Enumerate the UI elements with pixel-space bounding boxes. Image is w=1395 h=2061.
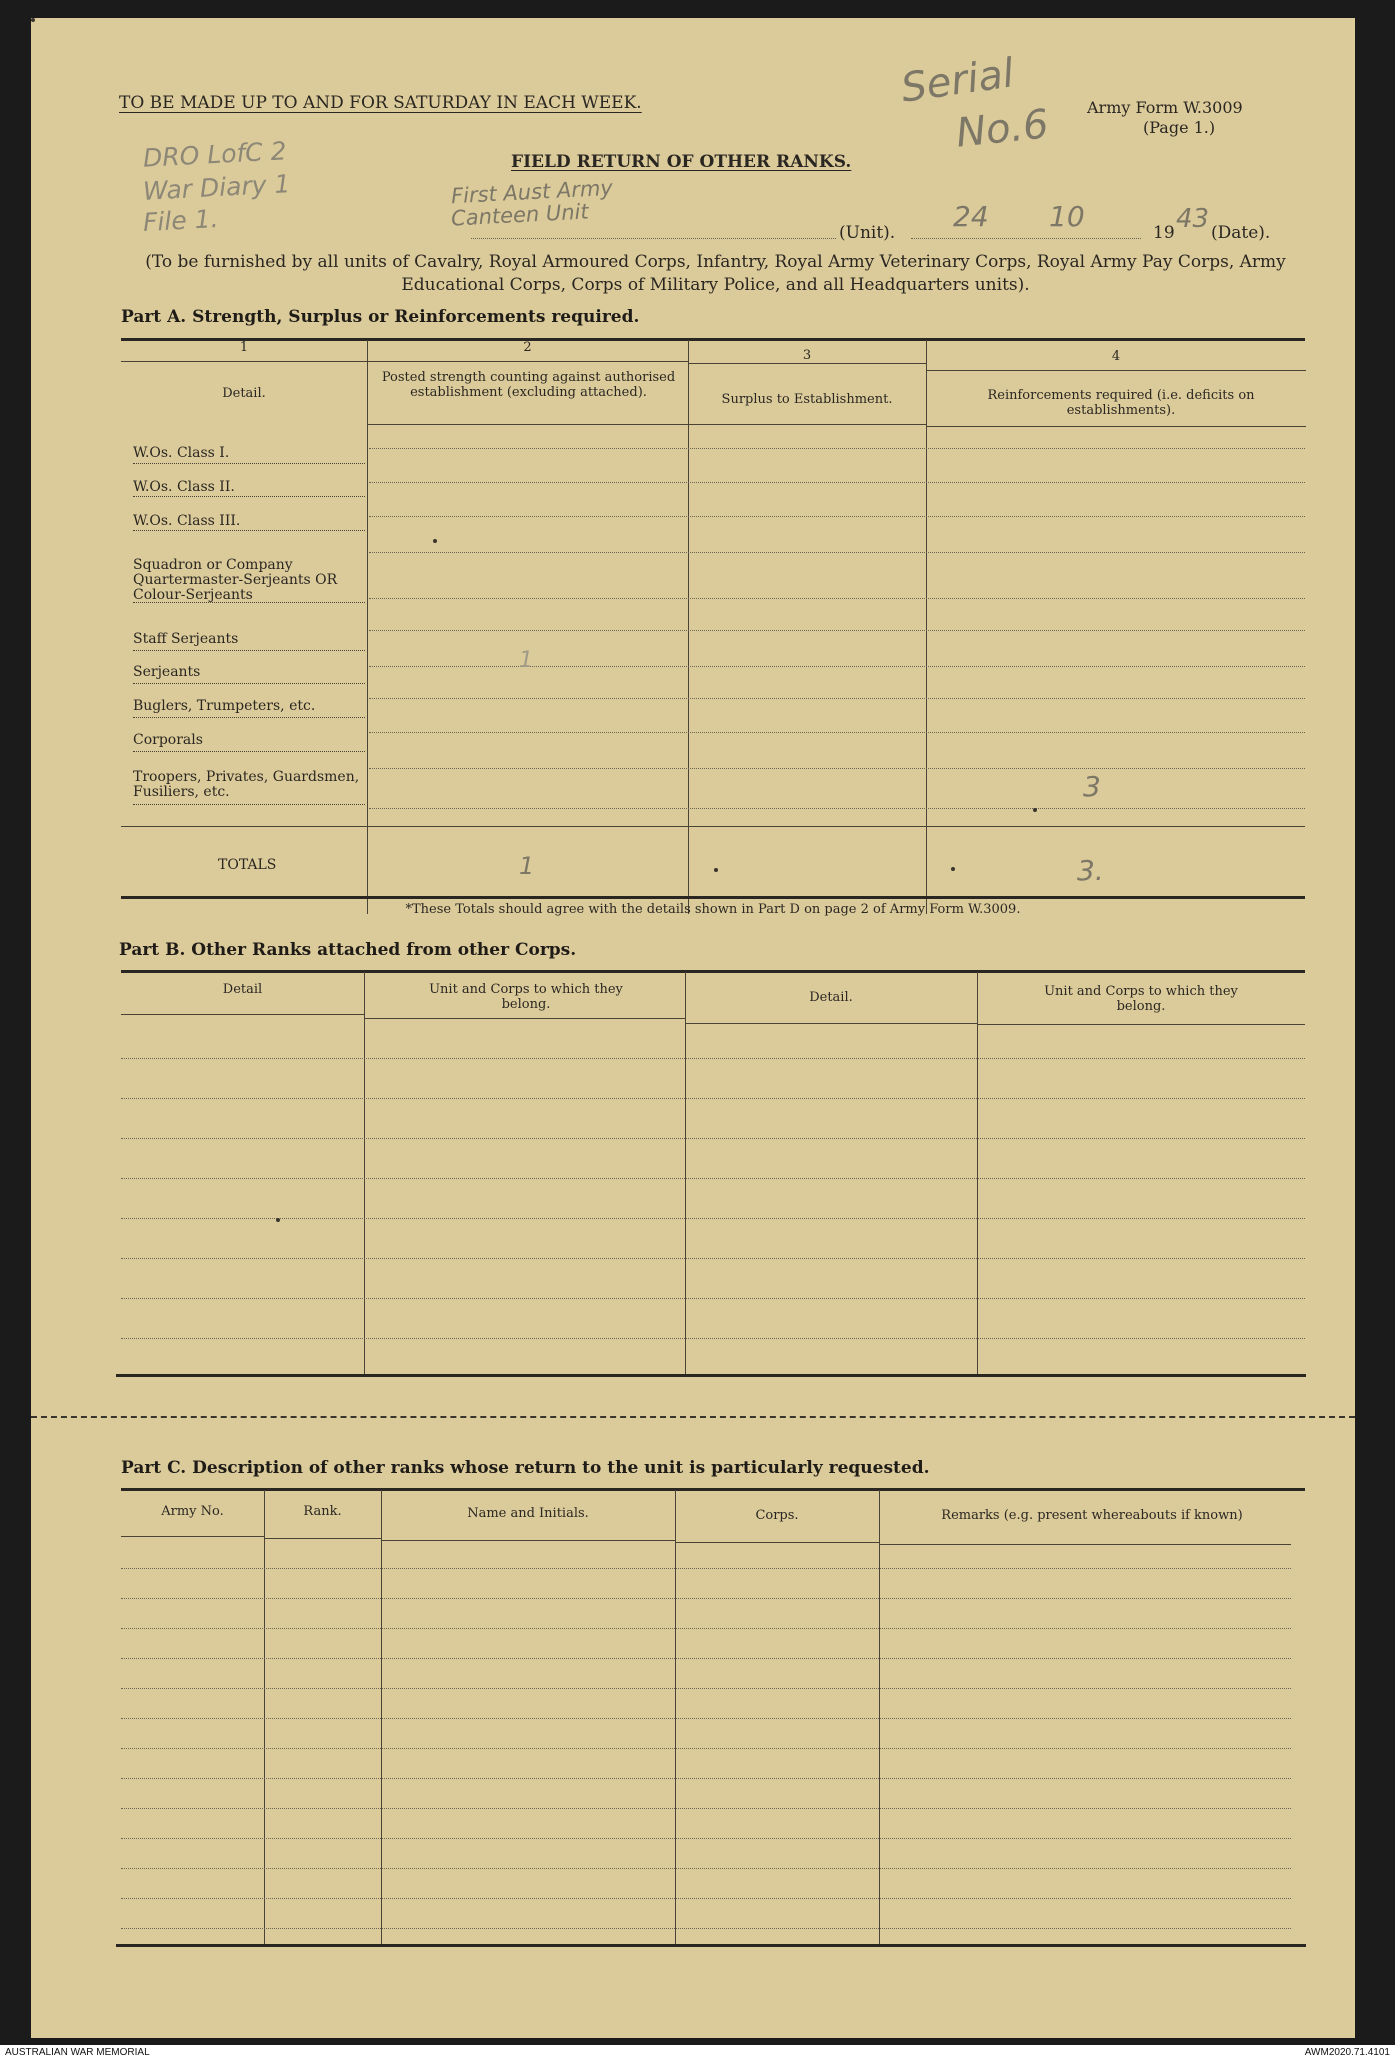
part-a-head-detail: Detail. <box>222 386 266 401</box>
part-a-col-divider-2 <box>688 340 689 914</box>
date-day-handwritten: 24 <box>953 200 989 233</box>
part-b-row-rule <box>121 1058 1305 1059</box>
part-a-row-label: W.Os. Class II. <box>133 479 235 495</box>
part-a-grid-rule <box>369 768 1305 769</box>
part-c-head-remarks: Remarks (e.g. present whereabouts if known) <box>941 1508 1243 1523</box>
part-a-head-bottom-col3 <box>688 424 926 425</box>
part-a-grid-rule <box>369 698 1305 699</box>
archive-label: AUSTRALIAN WAR MEMORIAL <box>5 2047 150 2058</box>
unit-dotted-line <box>471 238 836 239</box>
part-a-grid-rule <box>369 516 1305 517</box>
serial-number-handwritten: No.6 <box>953 101 1051 157</box>
year-handwritten: 43 <box>1176 204 1210 234</box>
part-c-row-rule <box>121 1808 1291 1809</box>
totals-reinf-mark <box>951 867 955 871</box>
part-b-head-bottom-col1 <box>121 1014 364 1015</box>
part-c-row-rule <box>121 1658 1291 1659</box>
part-a-col-number-3: 3 <box>802 348 812 363</box>
part-a-row-label: Squadron or Company Quartermaster-Serjeants OR Colour-Serjeants <box>133 557 338 603</box>
part-a-grid-rule <box>369 482 1305 483</box>
part-a-col-number-4: 4 <box>1111 349 1121 364</box>
part-c-row-rule <box>121 1568 1291 1569</box>
stray-mark <box>1033 808 1037 812</box>
part-b-row-rule <box>121 1178 1305 1179</box>
part-c-row-rule <box>121 1748 1291 1749</box>
part-b-col-divider-3 <box>977 972 978 1374</box>
part-b-col-divider-2 <box>685 972 686 1374</box>
accession-number: AWM2020.71.4101 <box>1304 2047 1390 2058</box>
part-b-row-rule <box>121 1338 1305 1339</box>
part-c-row-rule <box>121 1928 1291 1929</box>
distribution-line-1: DRO LofC 2 <box>142 136 288 173</box>
part-a-row-label: W.Os. Class I. <box>133 445 230 461</box>
part-a-row-label: Troopers, Privates, Guardsmen, Fusiliers, etc. <box>133 769 360 800</box>
part-b-col-divider-1 <box>364 972 365 1374</box>
unit-handwritten-line-2: Canteen Unit <box>450 199 590 231</box>
part-c-head-bottom-col2 <box>264 1538 381 1539</box>
page-indicator: (Page 1.) <box>1143 118 1216 137</box>
part-a-title: Part A. Strength, Surplus or Reinforcements required. <box>121 307 640 327</box>
part-a-col-divider-1 <box>367 340 368 914</box>
part-c-row-rule <box>121 1598 1291 1599</box>
part-a-footnote: *These Totals should agree with the details shown in Part D on page 2 of Army Form W.3009. <box>405 902 1021 917</box>
part-c-bottom-rule <box>116 1944 1306 1947</box>
part-a-row-rule <box>133 650 365 651</box>
part-b-head-unit-corps-2: Unit and Corps to which they belong. <box>1044 984 1238 1014</box>
unit-label: (Unit). <box>839 223 896 243</box>
part-b-row-rule <box>121 1298 1305 1299</box>
form-title: FIELD RETURN OF OTHER RANKS. <box>511 152 852 172</box>
part-b-head-bottom-col3 <box>685 1023 977 1024</box>
distribution-line-2: War Diary 1 <box>142 169 292 206</box>
part-b-head-bottom-col2 <box>364 1018 685 1019</box>
part-a-row-label: Serjeants <box>133 664 201 680</box>
part-c-head-bottom-col4 <box>675 1542 879 1543</box>
part-a-grid-rule <box>369 630 1305 631</box>
part-a-grid-rule <box>369 448 1305 449</box>
part-a-row-label: Corporals <box>133 732 203 748</box>
stray-mark <box>433 539 437 543</box>
part-a-head-bottom-col4 <box>926 426 1306 427</box>
part-a-row-label: W.Os. Class III. <box>133 513 241 529</box>
part-b-top-rule <box>121 970 1305 973</box>
part-a-row-rule <box>133 804 365 805</box>
totals-surplus-mark <box>714 868 718 872</box>
totals-reinf-handwritten: 3. <box>1077 854 1104 887</box>
instructions: (To be furnished by all units of Cavalry, Royal Armoured Corps, Infantry, Royal Army Veterinary Corps, Royal Army Pay Corps, Army Educational Corps, Corps of Military Police, and all Headquarters units). <box>145 252 1286 295</box>
part-a-grid-rule <box>369 666 1305 667</box>
part-a-header-rule-col2 <box>367 361 688 362</box>
part-a-bottom-rule <box>121 896 1305 899</box>
part-a-grid-rule <box>369 808 1305 809</box>
perforation-line <box>31 1416 1355 1418</box>
part-a-row-rule <box>133 463 365 464</box>
unit-handwritten-line-1: First Aust Army <box>450 175 614 209</box>
part-b-head-bottom-col4 <box>977 1024 1305 1025</box>
part-a-head-posted: Posted strength counting against authorised establishment (excluding attached). <box>381 370 676 400</box>
part-c-title: Part C. Description of other ranks whose return to the unit is particularly requested. <box>121 1458 930 1478</box>
part-a-row-rule <box>133 751 365 752</box>
army-form-number: Army Form W.3009 <box>1087 98 1243 117</box>
part-a-grid-rule <box>369 732 1305 733</box>
part-b-row-rule <box>121 1218 1305 1219</box>
form-page <box>31 18 1355 2038</box>
part-b-row-rule <box>121 1098 1305 1099</box>
part-c-top-rule <box>121 1488 1305 1491</box>
part-b-head-detail-1: Detail <box>222 982 263 997</box>
part-a-col-number-1: 1 <box>239 340 249 355</box>
part-a-row-rule <box>133 602 365 603</box>
part-c-head-bottom-col5 <box>879 1544 1291 1545</box>
part-b-head-detail-2: Detail. <box>809 990 853 1005</box>
part-a-row-rule <box>133 530 365 531</box>
date-label: (Date). <box>1211 223 1271 243</box>
part-a-row-label: Staff Serjeants <box>133 631 239 647</box>
part-a-header-rule-col4 <box>926 370 1306 371</box>
part-a-head-reinforcements: Reinforcements required (i.e. deficits on establishments). <box>987 388 1255 418</box>
part-c-head-bottom-col1 <box>121 1536 264 1537</box>
part-c-row-rule <box>121 1898 1291 1899</box>
part-b-head-unit-corps-1: Unit and Corps to which they belong. <box>429 982 623 1012</box>
part-c-row-rule <box>121 1838 1291 1839</box>
part-c-row-rule <box>121 1868 1291 1869</box>
part-a-head-surplus: Surplus to Establishment. <box>721 392 893 407</box>
part-c-row-rule <box>121 1718 1291 1719</box>
part-c-row-rule <box>121 1778 1291 1779</box>
totals-label: TOTALS <box>218 857 277 873</box>
stray-mark <box>276 1218 280 1222</box>
year-prefix: 19 <box>1153 223 1175 243</box>
part-a-header-rule-col3 <box>688 363 926 364</box>
part-a-row-rule <box>133 683 365 684</box>
part-a-totals-top-rule <box>121 826 1305 827</box>
part-a-head-bottom-col2 <box>367 424 688 425</box>
part-c-row-rule <box>121 1628 1291 1629</box>
totals-posted-handwritten: 1 <box>519 852 535 880</box>
part-a-grid-rule <box>369 598 1305 599</box>
troopers-reinf-handwritten: 3 <box>1083 770 1101 803</box>
part-b-bottom-rule <box>116 1374 1306 1377</box>
part-b-row-rule <box>121 1138 1305 1139</box>
part-a-row-rule <box>133 496 365 497</box>
part-a-header-rule-col1 <box>121 361 367 362</box>
top-instruction: TO BE MADE UP TO AND FOR SATURDAY IN EACH WEEK. <box>119 93 642 113</box>
date-month-handwritten: 10 <box>1049 200 1085 233</box>
part-a-grid-rule <box>369 552 1305 553</box>
part-c-head-bottom-col3 <box>381 1540 675 1541</box>
part-c-row-rule <box>121 1688 1291 1689</box>
stray-mark <box>31 18 35 22</box>
part-c-head-army-no: Army No. <box>161 1504 224 1519</box>
part-a-col-number-2: 2 <box>523 340 532 355</box>
part-b-row-rule <box>121 1258 1305 1259</box>
serial-handwritten: Serial <box>898 50 1017 112</box>
serjeants-posted-handwritten: 1 <box>519 648 533 673</box>
part-c-head-corps: Corps. <box>755 1508 799 1523</box>
distribution-line-3: File 1. <box>142 204 220 237</box>
part-a-row-label: Buglers, Trumpeters, etc. <box>133 698 316 714</box>
part-b-title: Part B. Other Ranks attached from other Corps. <box>119 940 577 960</box>
part-a-row-rule <box>133 717 365 718</box>
date-dotted-line <box>911 238 1141 239</box>
part-c-head-rank: Rank. <box>303 1504 342 1519</box>
part-c-head-name: Name and Initials. <box>467 1506 589 1521</box>
